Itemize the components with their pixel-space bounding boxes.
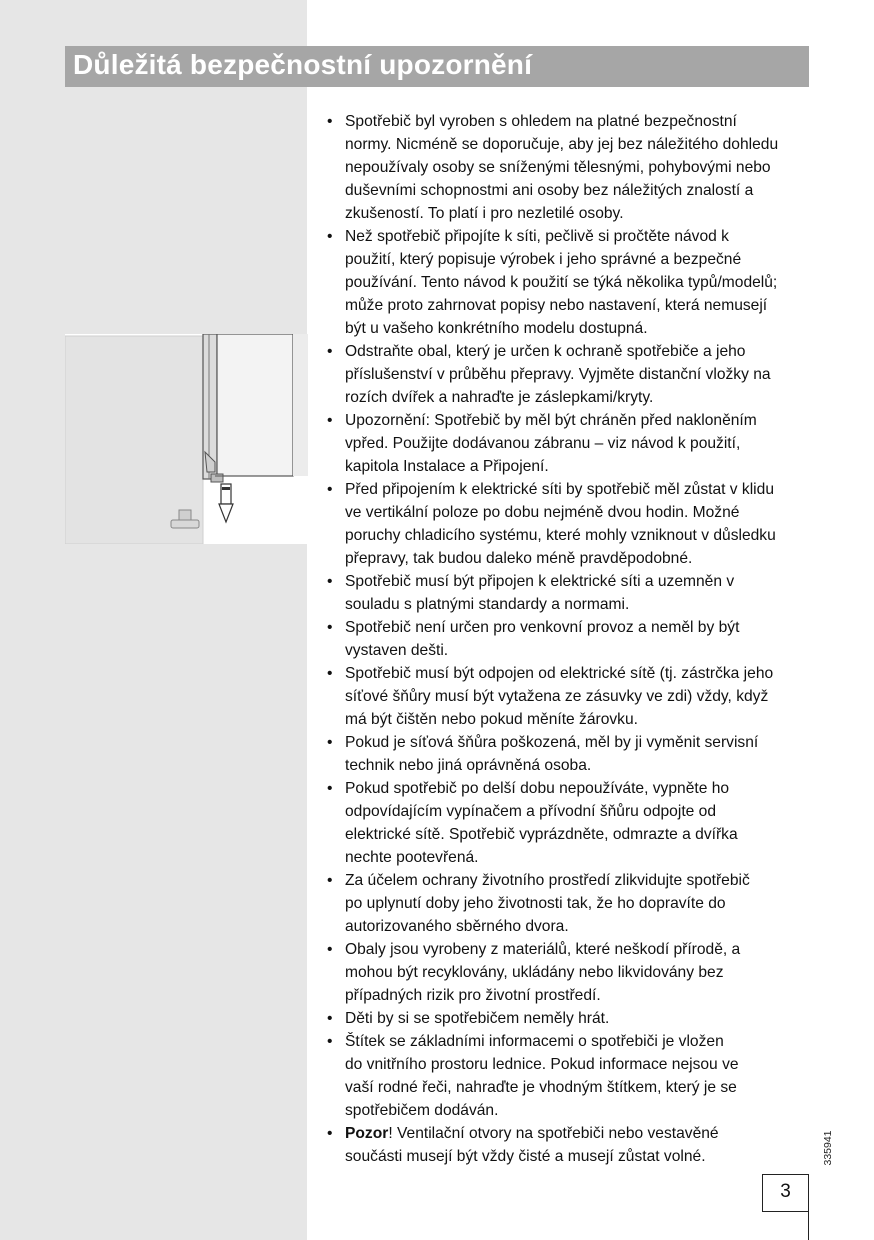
bullet-item (327, 225, 817, 340)
page-edge-line (808, 1210, 809, 1240)
bullet-line: může proto zahrnovat popisy nebo nastavení, která nemusejí (345, 297, 768, 314)
bullet-line: zkušeností. To platí i pro nezletilé osoby. (345, 205, 624, 222)
bullet-line: má být čištěn nebo pokud měníte žárovku. (345, 711, 638, 728)
bullet-item (327, 869, 817, 938)
bullet-line: nepoužívaly osoby se sníženými tělesnými, pohybovými nebo (345, 159, 771, 176)
bullet-item (327, 110, 817, 225)
bullet-line: případných rizik pro životní prostředí. (345, 987, 601, 1004)
fridge-door-tilt-illustration (65, 334, 308, 544)
bullet-line (345, 1122, 817, 1145)
bullet-line: rozích dvířek a nahraďte je záslepkami/kryty. (345, 389, 654, 406)
left-margin-band (0, 0, 307, 1240)
bullet-line: • Štítek se základními informacemi o spotřebiči je vložen (345, 1033, 724, 1050)
bullet-item (327, 1030, 817, 1122)
bullet-item-warning (327, 1122, 817, 1168)
bullet-item (327, 478, 817, 570)
bullet-line: příslušenství v průběhu přepravy. Vyjměte distanční vložky na (345, 366, 771, 383)
bullet-line: přepravy, tak budou daleko méně pravděpodobné. (345, 550, 693, 567)
bullet-line: • Upozornění: Spotřebič by měl být chráněn před nakloněním (345, 412, 757, 429)
bullet-line: do vnitřního prostoru lednice. Pokud informace nejsou ve (345, 1056, 739, 1073)
bullet-line: vystaven dešti. (345, 642, 449, 659)
bullet-line: souladu s platnými standardy a normami. (345, 596, 630, 613)
bullet-item (327, 616, 817, 662)
bullet-line: poruchy chladicího systému, které mohly vzniknout v důsledku (345, 527, 776, 544)
bullet-line: duševními schopnostmi ani osoby bez náležitých znalostí a (345, 182, 754, 199)
bullet-line: • Než spotřebič připojíte k síti, pečlivě si pročtěte návod k (345, 228, 729, 245)
bullet-line: elektrické sítě. Spotřebič vyprázdněte, odmrazte a dvířka (345, 826, 738, 843)
bullet-line: použití, který popisuje výrobek i jeho správné a bezpečné (345, 251, 742, 268)
bullet-line: součásti musejí být vždy čisté a musejí zůstat volné. (345, 1148, 706, 1165)
bullet-item (327, 340, 817, 409)
bullet-item (327, 1007, 817, 1030)
bullet-line: • Děti by si se spotřebičem neměly hrát. (345, 1010, 610, 1027)
bullet-line: technik nebo jiná oprávněná osoba. (345, 757, 592, 774)
bullet-line: nechte pootevřená. (345, 849, 479, 866)
bullet-line: po uplynutí doby jeho životnosti tak, že ho dopravíte do (345, 895, 726, 912)
bullet-line: • Spotřebič musí být připojen k elektrické síti a uzemněn v (345, 573, 735, 590)
bullet-line: mohou být recyklovány, ukládány nebo likvidovány bez (345, 964, 724, 981)
bullet-line: • Pokud je síťová šňůra poškozená, měl by ji vyměnit servisní (345, 734, 759, 751)
bullet-line: • Spotřebič není určen pro venkovní provoz a neměl by být (345, 619, 740, 636)
bullet-line: • Spotřebič musí být odpojen od elektrické sítě (tj. zástrčka jeho (345, 665, 774, 682)
bullet-line: být u vašeho konkrétního modelu dostupná. (345, 320, 648, 337)
bullet-item (327, 570, 817, 616)
page-title: Důležitá bezpečnostní upozornění (73, 49, 533, 80)
bullet-line: ve vertikální poloze po dobu nejméně dvou hodin. Možné (345, 504, 740, 521)
safety-bullet-list (327, 110, 817, 1168)
bullet-line: normy. Nicméně se doporučuje, aby jej bez náležitého dohledu (345, 136, 779, 153)
warning-text: ! Ventilační otvory na spotřebiči nebo vestavěné (388, 1125, 719, 1142)
bullet-line: • Pokud spotřebič po delší dobu nepoužíváte, vypněte ho (345, 780, 730, 797)
bullet-item (327, 409, 817, 478)
bullet-line: • Před připojením k elektrické síti by spotřebič měl zůstat v klidu (345, 481, 774, 498)
bullet-line: vpřed. Použijte dodávanou zábranu – viz návod k použití, (345, 435, 741, 452)
bullet-line: používání. Tento návod k použití se týká několika typů/modelů; (345, 274, 778, 291)
bullet-line: kapitola Instalace a Připojení. (345, 458, 549, 475)
bullet-item (327, 777, 817, 869)
bullet-line: síťové šňůry musí být vytažena ze zásuvky ve zdi) vždy, když (345, 688, 769, 705)
bullet-line: • Obaly jsou vyrobeny z materiálů, které neškodí přírodě, a (345, 941, 741, 958)
page-number: 3 (780, 1181, 791, 1202)
bullet-line: • Za účelem ochrany životního prostředí zlikvidujte spotřebič (345, 872, 750, 889)
page-number-box (762, 1174, 809, 1212)
bullet-item (327, 731, 817, 777)
bullet-line: odpovídajícím vypínačem a přívodní šňůru odpojte od (345, 803, 717, 820)
header-bar (65, 46, 809, 87)
bullet-item (327, 938, 817, 1007)
bullet-line: • Spotřebič byl vyroben s ohledem na platné bezpečnostní (345, 113, 737, 130)
bullet-item (327, 662, 817, 731)
bullet-line: autorizovaného sběrného dvora. (345, 918, 569, 935)
bullet-line: spotřebičem dodáván. (345, 1102, 499, 1119)
bullet-line: • Odstraňte obal, který je určen k ochraně spotřebiče a jeho (345, 343, 746, 360)
bullet-line: vaší rodné řeči, nahraďte je vhodným štítkem, který je se (345, 1079, 737, 1096)
warning-label: Pozor (345, 1125, 389, 1142)
document-code: 335941 (822, 1130, 834, 1166)
